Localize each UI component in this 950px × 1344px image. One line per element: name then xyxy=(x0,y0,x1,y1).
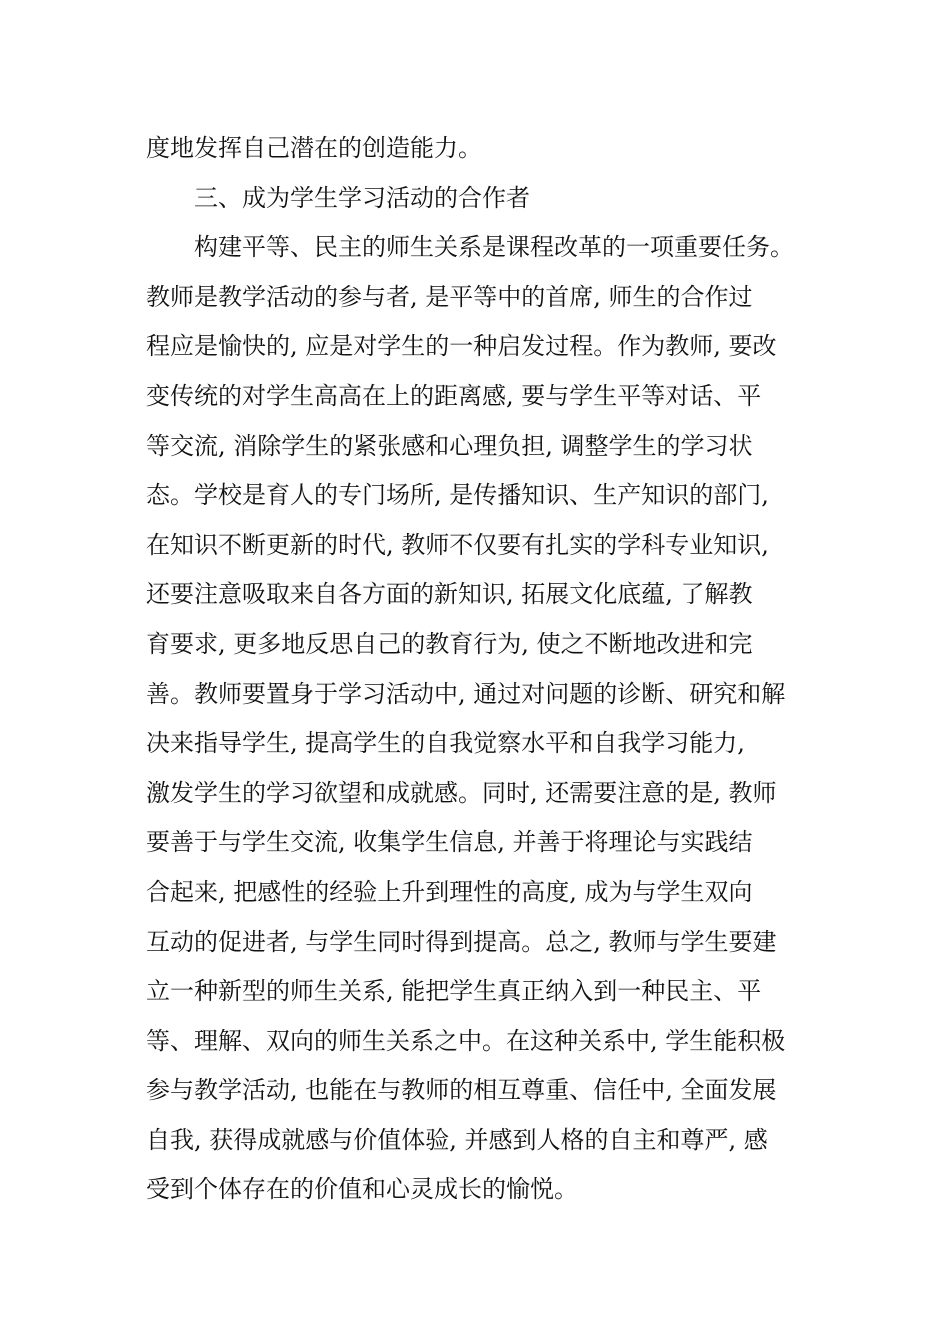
paragraph-line: 决来指导学生, 提高学生的自我觉察水平和自我学习能力, xyxy=(146,729,745,758)
paragraph-line: 构建平等、民主的师生关系是课程改革的一项重要任务。 xyxy=(194,233,794,262)
paragraph-line: 育要求, 更多地反思自己的教育行为, 使之不断地改进和完 xyxy=(146,629,753,658)
paragraph-line: 要善于与学生交流, 收集学生信息, 并善于将理论与实践结 xyxy=(146,828,753,857)
body-text xyxy=(146,124,836,1215)
paragraph-line: 自我, 获得成就感与价值体验, 并感到人格的自主和尊严, 感 xyxy=(146,1125,768,1154)
paragraph-line: 受到个体存在的价值和心灵成长的愉悦。 xyxy=(146,1175,578,1204)
paragraph-line: 度地发挥自己潜在的创造能力。 xyxy=(146,134,482,162)
paragraph-line: 在知识不断更新的时代, 教师不仅要有扎实的学科专业知识, xyxy=(146,530,769,559)
paragraph-line: 参与教学活动, 也能在与教师的相互尊重、信任中, 全面发展 xyxy=(146,1076,777,1105)
paragraph-line: 立一种新型的师生关系, 能把学生真正纳入到一种民主、平 xyxy=(146,977,762,1006)
paragraph-line: 态。学校是育人的专门场所, 是传播知识、生产知识的部门, xyxy=(146,481,769,510)
paragraph-line: 等交流, 消除学生的紧张感和心理负担, 调整学生的学习状 xyxy=(146,431,753,460)
paragraph-line: 程应是愉快的, 应是对学生的一种启发过程。作为教师, 要改 xyxy=(146,332,777,361)
section-heading: 三、成为学生学习活动的合作者 xyxy=(194,183,530,212)
paragraph-line: 教师是教学活动的参与者, 是平等中的首席, 师生的合作过 xyxy=(146,282,753,311)
paragraph-line: 激发学生的学习欲望和成就感。同时, 还需要注意的是, 教师 xyxy=(146,778,777,807)
paragraph-line: 互动的促进者, 与学生同时得到提高。总之, 教师与学生要建 xyxy=(146,927,777,956)
paragraph-line: 善。教师要置身于学习活动中, 通过对问题的诊断、研究和解 xyxy=(146,679,786,708)
paragraph-line: 还要注意吸取来自各方面的新知识, 拓展文化底蕴, 了解教 xyxy=(146,580,753,609)
paragraph-line: 等、理解、双向的师生关系之中。在这种关系中, 学生能积极 xyxy=(146,1026,786,1055)
paragraph-line: 合起来, 把感性的经验上升到理性的高度, 成为与学生双向 xyxy=(146,877,753,906)
paragraph-line: 变传统的对学生高高在上的距离感, 要与学生平等对话、平 xyxy=(146,381,762,410)
